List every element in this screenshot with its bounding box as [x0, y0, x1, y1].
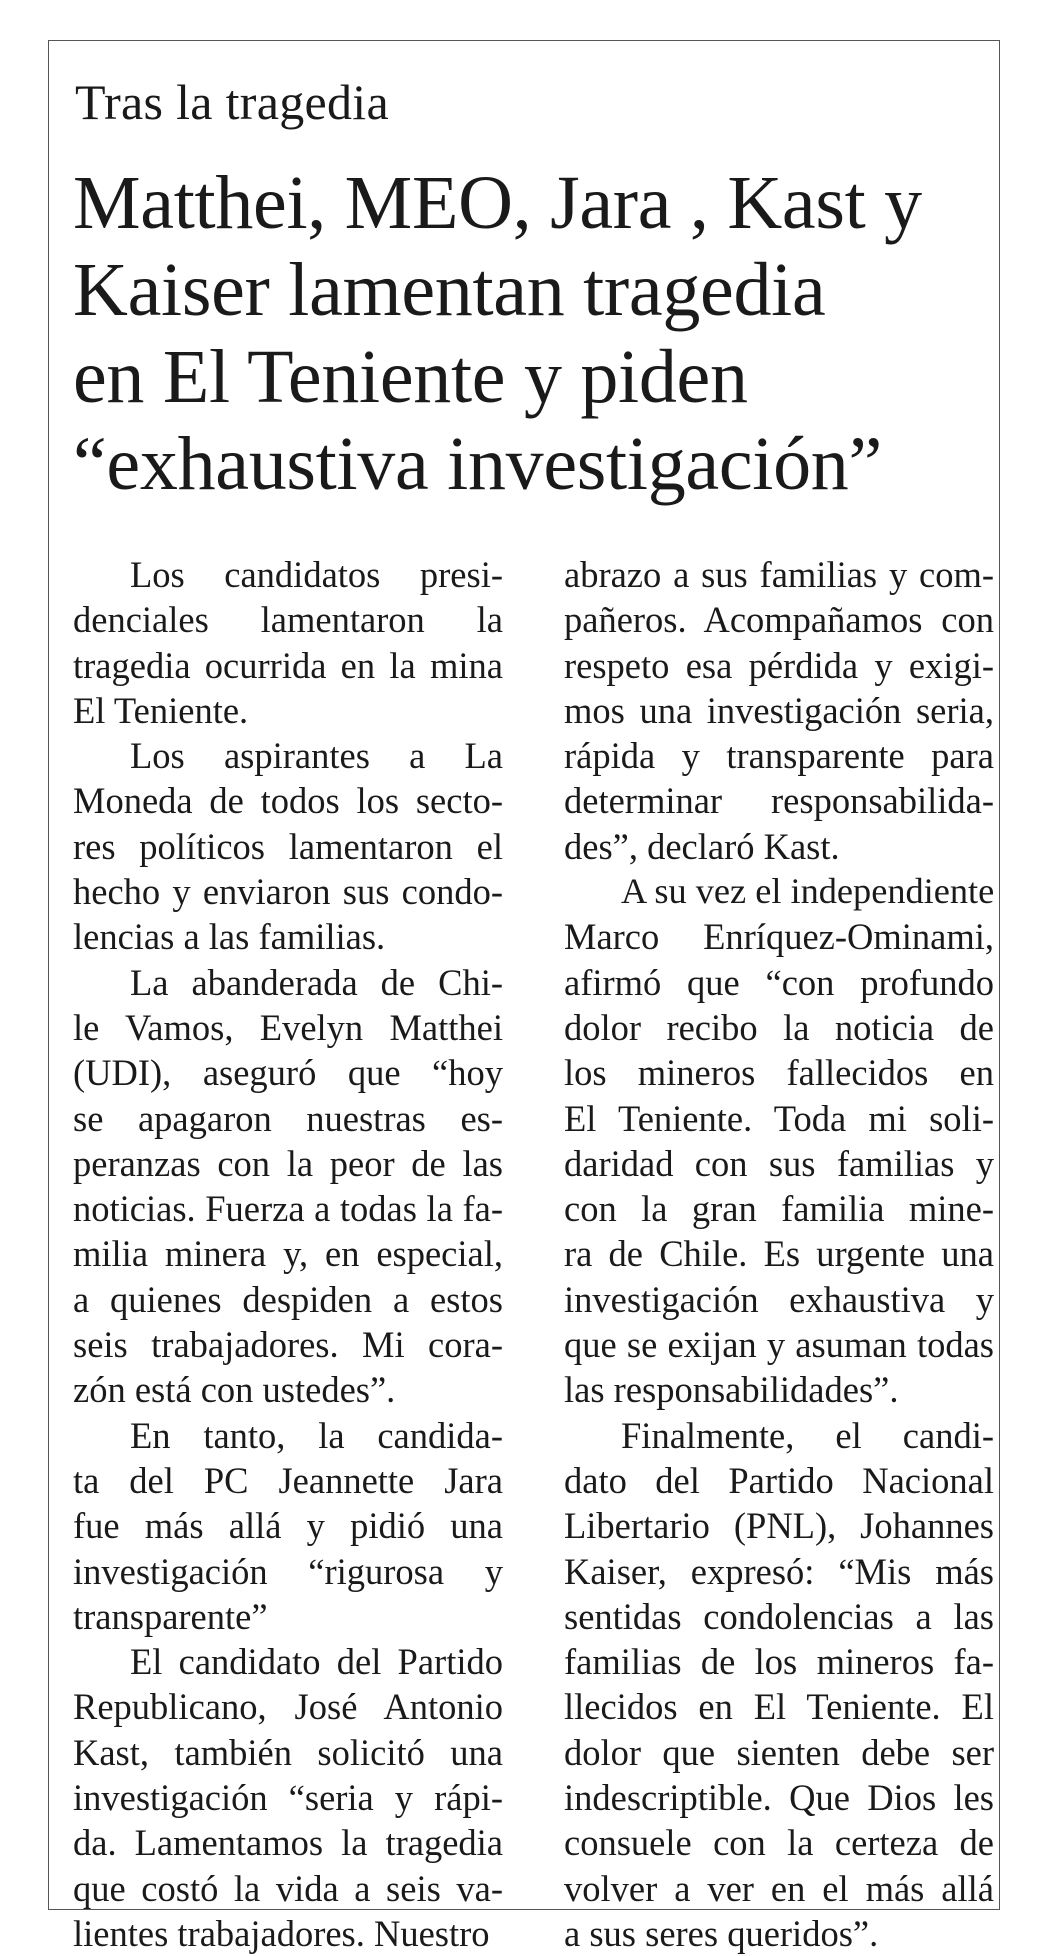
text-line: seis trabajadores. Mi cora-: [73, 1324, 503, 1366]
text-line: investigación exhaustiva y: [564, 1278, 994, 1320]
text-line: dolor recibo la noticia de: [564, 1006, 994, 1048]
article-paragraph: [73, 733, 503, 959]
text-line: sentidas condolencias a las: [564, 1595, 994, 1637]
article-paragraph: [73, 1413, 503, 1639]
text-line: pañeros. Acompañamos con: [564, 599, 994, 641]
headline-line: Kaiser lamentan tragedia: [73, 248, 826, 332]
text-line: Kaiser, expresó: “Mis más: [564, 1550, 994, 1592]
text-line: Los aspirantes a La: [130, 735, 503, 777]
article-paragraph: [564, 869, 994, 1413]
text-line: Kast, también solicitó una: [73, 1731, 503, 1773]
article-paragraph: [564, 1413, 994, 1956]
text-line: le Vamos, Evelyn Matthei: [73, 1006, 503, 1048]
text-line: volver a ver en el más allá: [564, 1867, 994, 1909]
text-line: Libertario (PNL), Johannes: [564, 1505, 994, 1547]
headline-line: “exhaustiva investigación”: [73, 422, 882, 506]
text-line: las responsabilidades”.: [564, 1369, 899, 1411]
text-line: dolor que sienten debe ser: [564, 1731, 994, 1773]
text-line: lientes trabajadores. Nuestro: [73, 1912, 490, 1954]
text-line: des”, declaró Kast.: [564, 825, 840, 867]
text-line: familias de los mineros fa-: [564, 1641, 994, 1683]
text-line: noticias. Fuerza a todas la fa-: [73, 1188, 503, 1230]
text-line: A su vez el independiente: [621, 871, 994, 912]
text-line: lencias a las familias.: [73, 916, 386, 958]
text-line: se apagaron nuestras es-: [73, 1097, 503, 1139]
article-column-right: [564, 552, 994, 1956]
text-line: consuele con la certeza de: [564, 1822, 994, 1864]
text-line: El Teniente. Toda mi soli-: [564, 1097, 994, 1139]
text-line: a quienes despiden a estos: [73, 1278, 503, 1320]
text-line: que costó la vida a seis va-: [73, 1867, 503, 1909]
text-line: investigación “rigurosa y: [73, 1550, 503, 1592]
text-line: Marco Enríquez-Ominami,: [564, 916, 994, 958]
text-line: mos una investigación seria,: [564, 689, 994, 731]
text-line: fue más allá y pidió una: [73, 1505, 503, 1547]
text-line: El Teniente.: [73, 689, 249, 731]
text-line: tragedia ocurrida en la mina: [73, 644, 503, 686]
text-line: Moneda de todos los secto-: [73, 780, 503, 822]
text-line: afirmó que “con profundo: [564, 961, 994, 1003]
text-line: Los candidatos presi-: [130, 554, 503, 595]
text-line: Republicano, José Antonio: [73, 1686, 503, 1728]
text-line: daridad con sus familias y: [564, 1142, 994, 1184]
article-paragraph: [73, 1639, 503, 1956]
text-line: denciales lamentaron la: [73, 599, 503, 641]
text-line: determinar responsabilida-: [564, 780, 994, 822]
article-paragraph: [73, 960, 503, 1413]
text-line: respeto esa pérdida y exigi-: [564, 644, 994, 686]
text-line: res políticos lamentaron el: [73, 825, 503, 867]
article-paragraph: [73, 552, 503, 733]
text-line: ta del PC Jeannette Jara: [73, 1459, 503, 1501]
headline-line: en El Teniente y piden: [73, 335, 748, 419]
text-line: La abanderada de Chi-: [130, 961, 503, 1003]
text-line: dato del Partido Nacional: [564, 1459, 994, 1501]
text-line: con la gran familia mine-: [564, 1188, 994, 1230]
text-line: En tanto, la candida-: [130, 1414, 503, 1456]
headline-line: Matthei, MEO, Jara , Kast y: [73, 161, 922, 245]
text-line: los mineros fallecidos en: [564, 1052, 994, 1094]
article-paragraph: [564, 552, 994, 869]
article-headline: [73, 160, 988, 508]
text-line: peranzas con la peor de las: [73, 1142, 503, 1184]
text-line: El candidato del Partido: [130, 1641, 503, 1683]
text-line: rápida y transparente para: [564, 735, 994, 777]
text-line: hecho y enviaron sus condo-: [73, 871, 503, 913]
text-line: investigación “seria y rápi-: [73, 1777, 503, 1819]
text-line: Finalmente, el candi-: [621, 1414, 994, 1456]
text-line: da. Lamentamos la tragedia: [73, 1822, 503, 1864]
text-line: abrazo a sus familias y com-: [564, 554, 994, 595]
text-line: transparente”: [73, 1595, 268, 1637]
text-line: (UDI), aseguró que “hoy: [73, 1052, 503, 1094]
text-line: llecidos en El Teniente. El: [564, 1686, 994, 1728]
text-line: ra de Chile. Es urgente una: [564, 1233, 994, 1275]
text-line: a sus seres queridos”.: [564, 1912, 879, 1954]
text-line: zón está con ustedes”.: [73, 1369, 396, 1411]
text-line: milia minera y, en especial,: [73, 1233, 503, 1275]
text-line: indescriptible. Que Dios les: [564, 1777, 994, 1819]
text-line: que se exijan y asuman todas: [564, 1324, 994, 1366]
article-kicker: Tras la tragedia: [75, 74, 389, 130]
article-column-left: [73, 552, 503, 1956]
